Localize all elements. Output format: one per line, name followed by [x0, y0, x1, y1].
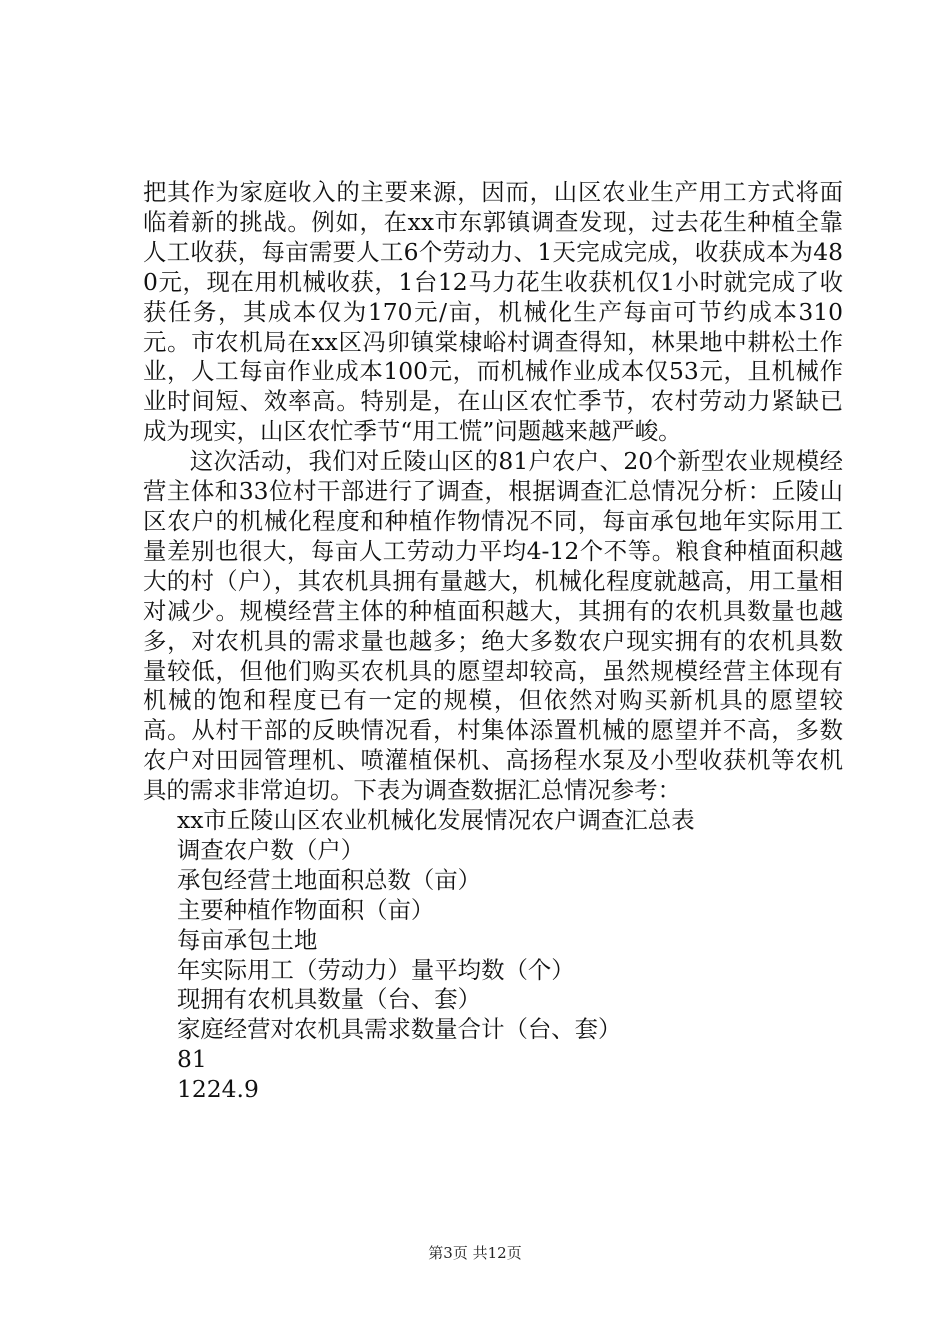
table-line: 家庭经营对农机具需求数量合计（台、套） [177, 1015, 622, 1044]
table-line: 每亩承包土地 [177, 925, 318, 954]
document-body [143, 178, 843, 1105]
table-content-lines [143, 806, 843, 1105]
table-line: 承包经营土地面积总数（亩） [177, 865, 482, 894]
table-value: 1224.9 [177, 1075, 259, 1104]
page-number-footer: 第3页 共12页 [428, 1244, 522, 1262]
table-line: 现拥有农机具数量（台、套） [177, 985, 482, 1014]
table-value: 81 [177, 1045, 207, 1074]
paragraph-survey-analysis: 这次活动，我们对丘陵山区的81户农户、20个新型农业规模经营主体和33位村干部进行了调查，根据调查汇总情况分析：丘陵山区农户的机械化程度和种植作物情况不同，每亩承包地年实际用工量差别也很大，每亩人工劳动力平均4-12个不等。粮食种植面积越大的村（户），其农机具拥有量越大，机械化程度就越高，用工量相对减少。规模经营主体的种植面积越大，其拥有的农机具数量也越多，对农机具的需求量也越多；绝大多数农户现实拥有的农机具数量较低，但他们购买农机具的愿望却较高，虽然规模经营主体现有机械的饱和程度已有一定的规模，但依然对购买新机具的愿望较高。从村干部的反映情况看，村集体添置机械的愿望并不高，多数农户对田园管理机、喷灌植保机、高扬程水泵及小型收获机等农机具的需求非常迫切。下表为调查数据汇总情况参考： [143, 447, 843, 805]
paragraph-continued: 把其作为家庭收入的主要来源，因而，山区农业生产用工方式将面临着新的挑战。例如，在xx市东郭镇调查发现，过去花生种植全靠人工收获，每亩需要人工6个劳动力、1天完成完成，收获成本为480元，现在用机械收获，1台12马力花生收获机仅1小时就完成了收获任务，其成本仅为170元/亩，机械化生产每亩可节约成本310元。市农机局在xx区冯卯镇棠棣峪村调查得知，林果地中耕松土作业，人工每亩作业成本100元，而机械作业成本仅53元，且机械作业时间短、效率高。特别是，在山区农忙季节，农村劳动力紧缺已成为现实，山区农忙季节“用工慌”问题越来越严峻。 [143, 178, 843, 446]
table-title: xx市丘陵山区农业机械化发展情况农户调查汇总表 [177, 806, 695, 835]
table-line: 年实际用工（劳动力）量平均数（个） [177, 955, 575, 984]
table-line: 调查农户数（户） [177, 835, 365, 864]
table-line: 主要种植作物面积（亩） [177, 895, 435, 924]
